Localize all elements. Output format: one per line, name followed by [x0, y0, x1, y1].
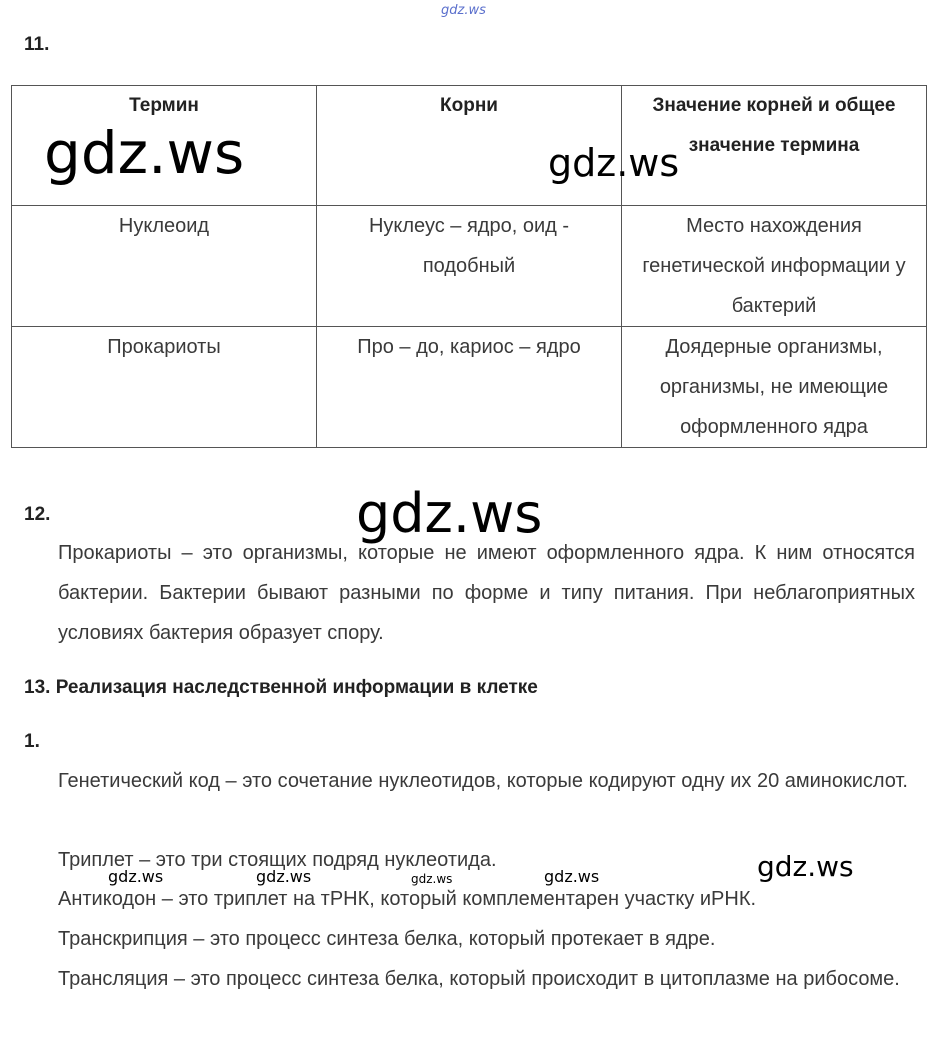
cell-roots: Нуклеус – ядро, оид - подобный	[317, 206, 622, 327]
watermark-large: gdz.ws	[44, 119, 245, 187]
watermark-medium: gdz.ws	[548, 141, 680, 185]
cell-term: Нуклеоид	[12, 206, 317, 327]
header-term: Термин	[12, 86, 317, 206]
paragraph-triplet: Триплет – это три стоящих подряд нуклеотида.	[58, 849, 497, 871]
paragraph-genetic-code: Генетический код – это сочетание нуклеотидов, которые кодируют одну их 20 аминокислот.	[58, 770, 908, 792]
watermark-small: gdz.ws	[544, 867, 600, 886]
watermark-medium: gdz.ws	[757, 850, 854, 883]
cell-meaning: Место нахождения генетической информации у бактерий	[622, 206, 927, 327]
watermark-small: gdz.ws	[411, 872, 453, 886]
paragraph-translation: Трансляция – это процесс синтеза белка, который происходит в цитоплазме на рибосоме.	[58, 968, 900, 990]
table-row	[12, 327, 927, 448]
watermark-top: gdz.ws	[441, 3, 486, 18]
task-13-heading: 13. Реализация наследственной информации в клетке	[24, 677, 538, 698]
task-12-text: Прокариоты – это организмы, которые не имеют оформленного ядра. К ним относятся бактерии. Бактерии бывают разными по форме и типу питания. При неблагоприятных условиях бактерия образует спору.	[58, 542, 915, 644]
task-12-number: 12.	[24, 504, 51, 525]
task-13-item-number: 1.	[24, 731, 40, 752]
watermark-small: gdz.ws	[108, 867, 164, 886]
header-roots: Корни	[317, 86, 622, 206]
cell-meaning: Доядерные организмы, организмы, не имеющие оформленного ядра	[622, 327, 927, 448]
cell-term: Прокариоты	[12, 327, 317, 448]
table-row	[12, 206, 927, 327]
watermark-large: gdz.ws	[356, 482, 543, 545]
paragraph-anticodon: Антикодон – это триплет на тРНК, который комплементарен участку иРНК.	[58, 888, 757, 910]
task-11-number: 11.	[24, 34, 50, 55]
header-meaning: Значение корней и общее значение термина	[622, 86, 927, 206]
paragraph-transcription: Транскрипция – это процесс синтеза белка, который протекает в ядре.	[58, 928, 716, 950]
cell-roots: Про – до, кариос – ядро	[317, 327, 622, 448]
watermark-small: gdz.ws	[256, 867, 312, 886]
